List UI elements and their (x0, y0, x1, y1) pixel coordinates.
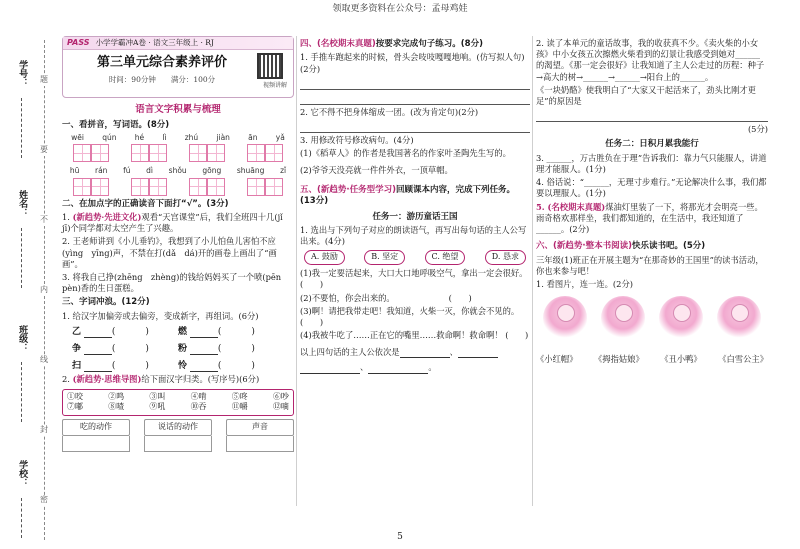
word-item: ⑦嘟 (67, 402, 83, 412)
writing-cell[interactable] (149, 144, 167, 162)
real-exam-tag: 四、(名校期末真题) (300, 39, 376, 49)
question-5: 回顾课本内容，完成下列任务。(13分) (300, 184, 516, 207)
column-right (536, 36, 768, 365)
option-encourage[interactable]: A. 鼓励 (304, 250, 345, 265)
word-item: ②鸣 (108, 391, 125, 401)
trend-tag: (新趋势·先进文化) (72, 212, 142, 222)
question-3-2: 2. (新趋势·思维导图)给下面汉字归类。(写序号)(6分) (62, 374, 260, 385)
story-pictures (536, 296, 768, 340)
answer-lines (536, 109, 768, 122)
pinyin-row (62, 166, 294, 176)
trend-tag: (新趋势·思维导图) (72, 374, 142, 385)
word-item: ⑧喳 (108, 402, 125, 412)
pinyin: qún (102, 133, 117, 143)
book-title[interactable]: 《小红帽》 (536, 354, 578, 365)
category-eating: 吃的动作 (62, 419, 130, 436)
qr-code-icon[interactable] (257, 53, 283, 79)
tone-sentence-3: (3)啊！请把我带走吧！我知道，火柴一灭，你就会不见的。 ( ) (300, 305, 520, 327)
blank-line[interactable] (21, 362, 22, 422)
pinyin: shǒu (168, 166, 187, 176)
writing-cell[interactable] (207, 178, 225, 196)
answer-lines (300, 120, 530, 133)
category-sound: 声音 (226, 419, 294, 436)
category-answer-row (62, 436, 294, 452)
category-row (62, 419, 294, 436)
tone-options (304, 250, 526, 265)
cut-char: 不 (40, 215, 48, 224)
question-6-1: 1. 看图片，连一连。(2分) (536, 278, 633, 289)
writing-cell[interactable] (189, 144, 207, 162)
exam-meta: 时间：90分钟 满分：100分 (108, 75, 216, 84)
option-despair[interactable]: C. 绝望 (425, 250, 466, 265)
word-item: ③叫 (149, 391, 166, 401)
word-item: ④啃 (190, 391, 207, 401)
question-4-1: 1. 手推车跑起来的时候，骨头会吱吱嘎嘎地响。(仿写拟人句)(2分) (300, 52, 525, 74)
char-blank: 扫 ( ) (72, 361, 149, 372)
reading-intro: 三年级(1)班正在开展主题为“在那奇妙的王国里”的读书活动，你也来参与吧！ (536, 254, 764, 276)
answer-line[interactable] (536, 109, 768, 122)
real-exam-tag: 5. (名校期末真题) (536, 201, 606, 212)
question-6: 快乐读书吧。(5分) (632, 241, 706, 252)
pinyin: jiàn (216, 133, 230, 143)
story-picture-2[interactable] (601, 296, 645, 340)
question-text: 王老师讲到《小儿垂钓》，我想到了小儿怕鱼儿害怕不应(yìng yīng)声，不禁在打(dǎ dá)开的画卷上画出了“画画”。 (62, 236, 277, 269)
answer-lines (300, 77, 530, 105)
question-4: 按要求完成句子练习。(8分) (375, 39, 483, 49)
question-2: 二、在加点字的正确读音下面打“√”。(3分) (62, 198, 229, 209)
word-item: ⑫嘀 (272, 402, 289, 412)
writing-grid-row (62, 178, 294, 196)
pinyin: yǎ (275, 133, 285, 143)
series-name: 小学学霸冲A卷 · 语文三年级上 · RJ (95, 37, 214, 47)
story-picture-4[interactable] (717, 296, 761, 340)
writing-cell[interactable] (131, 144, 149, 162)
page-number: 5 (397, 531, 403, 542)
char-blank: 怜 ( ) (178, 361, 255, 372)
answer-box[interactable] (226, 436, 294, 452)
cut-char: 密 (40, 495, 48, 504)
score: (5分) (747, 124, 768, 135)
trend-tag: 五、(新趋势·任务型学习) (300, 184, 396, 195)
task-1-question-2: 2. 读了本单元的童话故事，我的收获真不少。《卖火柴的小女孩》中小女孩五次擦燃火柴看到的幻景让我感受到她对______的渴望。《那一定会很好》让我知道了主人公走过的历程：种子→高大的树→______→______→阳台上的______。 (536, 38, 765, 82)
tone-sentence-4: (4)我被牛吃了……正在它的嘴里……救命啊！救命啊！ ( ) (300, 330, 529, 341)
cut-char: 封 (40, 425, 48, 434)
pinyin: dì (146, 166, 154, 176)
label-school: 学校： (17, 460, 28, 487)
question-4-3: 3. 用修改符号修改病句。(4分) (300, 135, 414, 146)
question-2-1: 1. (新趋势·先进文化)观看“天宫课堂”后，我们全班四十几(jǐ jī)个同学都对太空产生了兴趣。 (62, 212, 292, 234)
label-student-id: 学号： (17, 60, 28, 87)
pinyin: zhú (184, 133, 199, 143)
label-name: 姓名： (17, 190, 28, 217)
word-item: ⑤咚 (231, 391, 248, 401)
writing-cell[interactable] (91, 178, 109, 196)
exam-header (62, 36, 294, 98)
cut-char: 线 (40, 355, 48, 364)
cut-char: 内 (40, 285, 48, 294)
binding-strip (14, 40, 64, 540)
column-divider (296, 36, 297, 506)
task-2-title: 任务二：日积月累我能行 (605, 139, 699, 150)
writing-cell[interactable] (149, 178, 167, 196)
blank-line[interactable] (21, 98, 22, 158)
pinyin: rán (95, 166, 108, 176)
word-box (62, 389, 294, 417)
column-left (62, 36, 294, 452)
question-5: 5. (名校期末真题)煤油灯里装了一下，将那光才会明亮一些。雨奇格欢那样坐，我们都知道的，在生活中，我还知道了______。(2分) (536, 201, 763, 234)
task-1-title: 任务一：游历童话王国 (372, 211, 458, 222)
answer-line[interactable] (300, 120, 530, 133)
top-banner: 领取更多资料在公众号：孟母鸡娃 (332, 4, 468, 14)
pinyin: zǐ (280, 166, 287, 176)
pinyin: hé (134, 133, 145, 143)
writing-cell[interactable] (73, 144, 91, 162)
pinyin: wēi (71, 133, 84, 143)
writing-cell[interactable] (73, 178, 91, 196)
pinyin: gōng (202, 166, 222, 176)
protagonist-line: 以上四句话的主人公依次是 、 (300, 347, 530, 358)
story-picture-1[interactable] (543, 296, 587, 340)
writing-cell[interactable] (207, 144, 225, 162)
book-title[interactable]: 《丑小鸭》 (660, 354, 702, 365)
char-blank: 粉 ( ) (178, 344, 255, 355)
tone-sentence-2: (2)不要怕，你会出来的。 ( ) (300, 292, 472, 303)
word-item: ①咬 (67, 391, 83, 401)
question-4-saying: 4. 俗话说：“______，无理寸步难行。”无论解决什么事，我们都要以理服人。(1分) (536, 177, 767, 199)
answer-box[interactable] (62, 436, 130, 452)
writing-cell[interactable] (265, 144, 283, 162)
book-title[interactable]: 《拇指姑娘》 (593, 354, 644, 365)
option-plead[interactable]: D. 恳求 (485, 250, 526, 265)
blank-line[interactable] (21, 228, 22, 288)
book-titles (536, 354, 768, 365)
word-item: ⑩吞 (190, 402, 207, 412)
writing-cell[interactable] (91, 144, 109, 162)
section-title: 语言文字积累与梳理 (135, 104, 221, 115)
pinyin: shuāng (236, 166, 265, 176)
pinyin: ān (248, 133, 258, 143)
cut-char: 要 (40, 145, 48, 154)
writing-grid-row (62, 144, 294, 162)
tone-sentence-1: (1)我一定要活起来，大口大口地呼吸空气，拿出一定会很好。 ( ) (300, 268, 528, 290)
column-divider (532, 36, 533, 506)
question-3-proverb: 3. ______，万古胜负在于理”告诉我们：靠力气只能服人，讲道理才能服人。(1分) (536, 152, 767, 174)
answer-line[interactable] (300, 92, 530, 105)
question-text: 观看“天宫课堂”后，我们全班四十几(jǐ jī)个同学都对太空产生了兴趣。 (62, 212, 292, 234)
question-2-2: 2. 王老师讲到《小儿垂钓》，我想到了小儿怕鱼儿害怕不应(yìng yīng)声，不禁在打(dǎ dá)开的画卷上画出了“画画”。 (62, 236, 277, 269)
writing-cell[interactable] (247, 144, 265, 162)
pinyin-row (62, 133, 294, 143)
pinyin: lì (162, 133, 167, 143)
question-3: 三、字词冲浪。(12分) (62, 297, 150, 308)
question-2-3: 3. 将我自己挣(zhēng zhèng)的钱给妈妈买了一个喷(pēn pèn)香的生日蛋糕。 (62, 271, 290, 294)
char-blank: 乙 ( ) (72, 326, 149, 337)
word-item: ⑪嚼 (231, 402, 248, 412)
pinyin: fú (123, 166, 131, 176)
writing-cell[interactable] (131, 178, 149, 196)
header-strip (63, 37, 293, 50)
cheese-question: 《一块奶酪》使我明白了“大家又干起活来了，劲头比刚才更足”的原因是 (536, 84, 756, 106)
char-blank: 争 ( ) (72, 344, 149, 355)
trend-tag: 六、(新趋势·整本书阅读) (536, 241, 632, 252)
protagonist-line-2: 、 。 (300, 362, 530, 373)
question-3-1: 1. 给汉字加偏旁或去偏旁，变成新字，再组词。(6分) (62, 310, 259, 321)
question-1: 一、看拼音，写词语。(8分) (62, 119, 170, 130)
answer-line[interactable] (300, 77, 530, 90)
answer-box[interactable] (144, 436, 212, 452)
cut-char: 题 (40, 75, 48, 84)
sentence-2: (2)爷爷天没亮就一件件外衣，一顶草帽。 (300, 165, 453, 176)
pass-logo: PASS (67, 37, 90, 47)
category-speaking: 说话的动作 (144, 419, 212, 436)
word-item: ⑨吼 (149, 402, 166, 412)
question-text: 给下面汉字归类。(写序号)(6分) (141, 374, 260, 385)
writing-cell[interactable] (247, 178, 265, 196)
writing-cell[interactable] (189, 178, 207, 196)
char-blank: 燃 ( ) (178, 326, 255, 337)
sentence-1: (1)《稻草人》的作者是我国著名的作家叶圣陶先生写的。 (300, 148, 511, 159)
story-picture-3[interactable] (659, 296, 703, 340)
qr-caption: 视频讲解 (262, 82, 287, 89)
task-1-question: 1. 选出与下列句子对应的朗读语气，再写出每句话的主人公写出来。(4分) (300, 225, 527, 247)
option-firm[interactable]: B. 坚定 (364, 250, 405, 265)
char-blanks (72, 326, 284, 372)
book-title[interactable]: 《白雪公主》 (718, 354, 768, 365)
word-item: ⑥吵 (272, 391, 289, 401)
label-class: 班级： (17, 325, 28, 352)
pinyin: hū (69, 166, 80, 176)
page-title: 第三单元综合素养评价 (96, 55, 227, 70)
writing-cell[interactable] (265, 178, 283, 196)
question-4-2: 2. 它不得不把身体缩成一团。(改为肯定句)(2分) (300, 106, 479, 117)
column-middle (300, 36, 530, 374)
